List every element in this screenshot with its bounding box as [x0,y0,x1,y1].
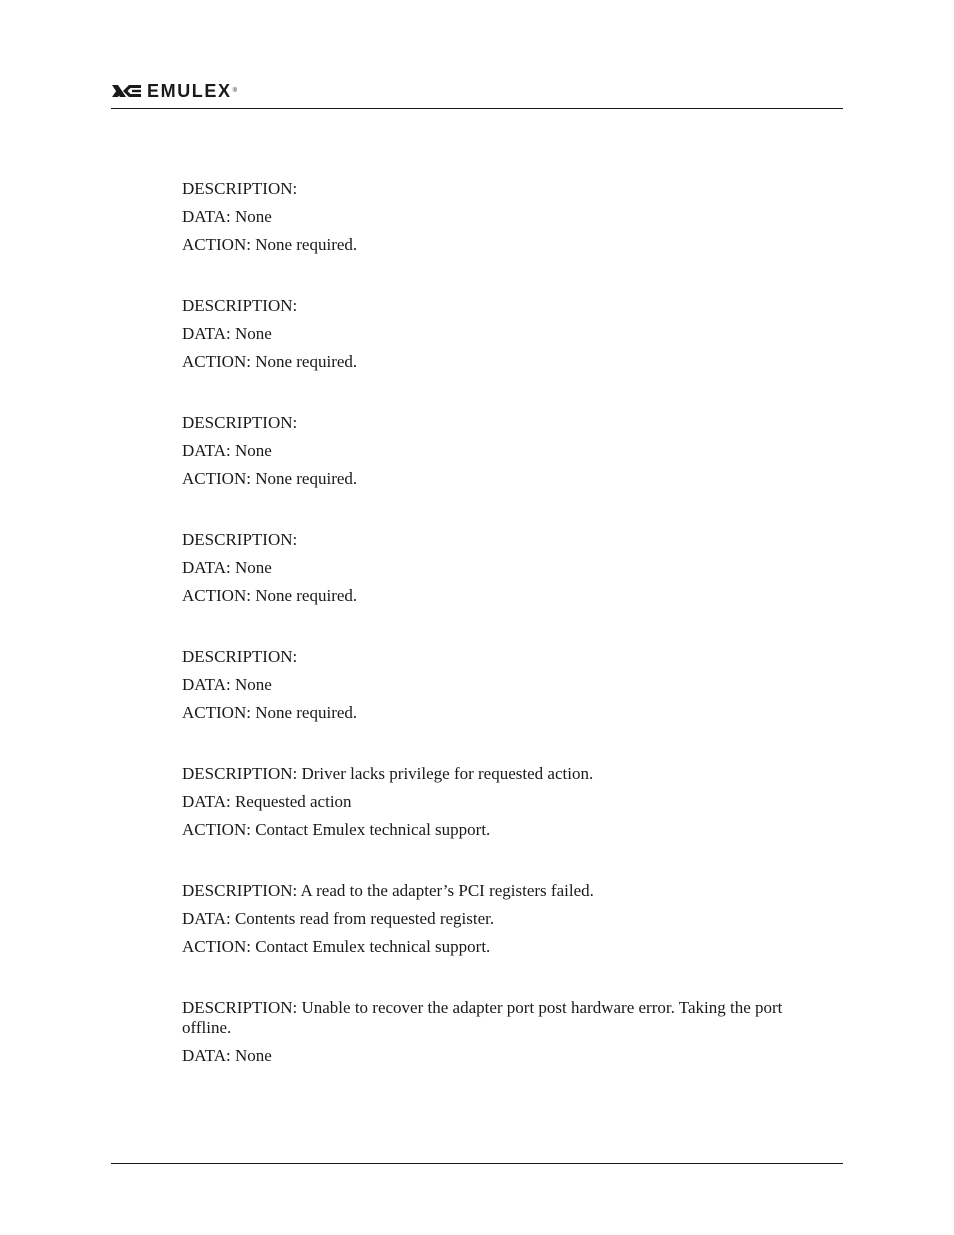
entry-description: DESCRIPTION: [182,647,298,666]
page-header [111,78,843,110]
footer-divider [111,1163,843,1164]
entry-data: DATA: None [182,207,272,226]
message-entry [182,647,832,723]
entry-data: DATA: None [182,441,272,460]
header-divider [111,108,843,109]
emulex-logo [111,81,237,101]
entry-action: ACTION: None required. [182,352,358,371]
message-entry [182,179,832,255]
message-entry [182,530,832,606]
emulex-logo-icon [111,83,143,99]
entry-description: DESCRIPTION: Unable to recover the adapter port post hardware error. Taking the port offline. [182,998,783,1037]
entry-data: DATA: None [182,675,272,694]
entry-action: ACTION: None required. [182,703,358,722]
entry-action: ACTION: None required. [182,586,358,605]
entry-description: DESCRIPTION: Driver lacks privilege for requested action. [182,764,594,783]
entry-data: DATA: Contents read from requested register. [182,909,495,928]
entry-data: DATA: None [182,1046,272,1065]
entry-description: DESCRIPTION: [182,413,298,432]
logo-wordmark: EMULEX [147,81,232,101]
entry-action: ACTION: None required. [182,235,358,254]
message-entry [182,413,832,489]
entry-description: DESCRIPTION: [182,296,298,315]
entry-description: DESCRIPTION: [182,179,298,198]
entry-data: DATA: Requested action [182,792,352,811]
message-entry [182,998,832,1066]
entry-description: DESCRIPTION: A read to the adapter’s PCI registers failed. [182,881,594,900]
entry-data: DATA: None [182,558,272,577]
entry-data: DATA: None [182,324,272,343]
entry-action: ACTION: None required. [182,469,358,488]
message-list [182,179,832,1107]
message-entry [182,764,832,840]
message-entry [182,881,832,957]
entry-description: DESCRIPTION: [182,530,298,549]
logo-trademark: ® [232,88,238,94]
entry-action: ACTION: Contact Emulex technical support. [182,820,491,839]
message-entry [182,296,832,372]
entry-action: ACTION: Contact Emulex technical support. [182,937,491,956]
